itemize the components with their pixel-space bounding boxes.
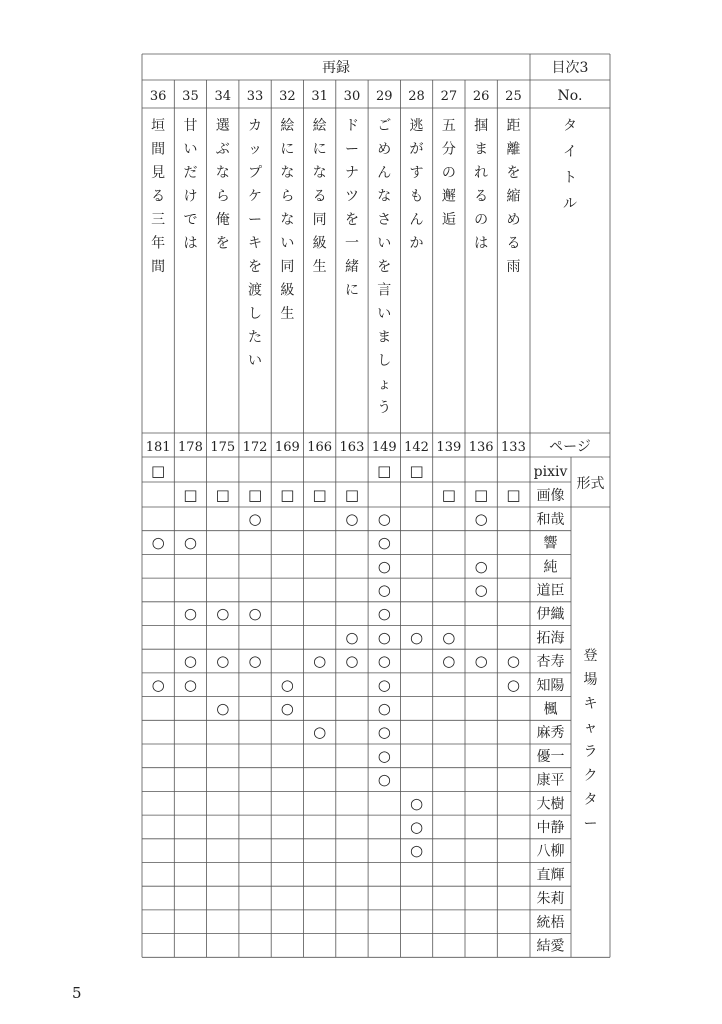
story-page: 169 bbox=[274, 440, 300, 455]
image-checkbox: □ bbox=[506, 486, 521, 504]
appearance-mark: ○ bbox=[506, 652, 520, 671]
page-number: 5 bbox=[72, 984, 82, 1002]
appearance-mark: ○ bbox=[377, 746, 391, 765]
appearance-mark: ○ bbox=[506, 675, 520, 694]
story-title: 逃がすもんか bbox=[409, 118, 424, 252]
story-title: 五分の邂逅 bbox=[441, 118, 456, 228]
story-number: 36 bbox=[149, 89, 167, 104]
character-name: 中静 bbox=[536, 819, 565, 836]
character-name: 結愛 bbox=[536, 938, 565, 955]
story-page: 166 bbox=[307, 440, 333, 455]
story-title: 選ぶなら俺を bbox=[215, 118, 230, 252]
appearance-mark: ○ bbox=[410, 841, 424, 860]
character-name: 拓海 bbox=[536, 630, 565, 647]
appearance-mark: ○ bbox=[377, 770, 391, 789]
appearance-mark: ○ bbox=[442, 628, 456, 647]
character-name: 康平 bbox=[536, 772, 565, 789]
story-title: 掴まれるのは bbox=[474, 118, 489, 252]
story-page: 175 bbox=[210, 440, 236, 455]
appearance-mark: ○ bbox=[313, 652, 327, 671]
appearance-mark: ○ bbox=[377, 580, 391, 599]
character-name: 大樹 bbox=[536, 796, 565, 813]
story-title: 距離を縮める雨 bbox=[506, 118, 521, 275]
pixiv-checkbox: □ bbox=[151, 462, 166, 480]
appearance-mark: ○ bbox=[345, 628, 359, 647]
character-name: 統梧 bbox=[536, 914, 565, 931]
appearance-mark: ○ bbox=[377, 557, 391, 576]
story-number: 25 bbox=[505, 89, 522, 104]
format-label: 形式 bbox=[576, 476, 605, 492]
pixiv-checkbox: □ bbox=[409, 462, 424, 480]
story-number: 30 bbox=[343, 89, 361, 104]
character-name: 響 bbox=[543, 535, 558, 552]
appearance-mark: ○ bbox=[377, 723, 391, 742]
story-page: 172 bbox=[242, 440, 268, 455]
story-title: 絵にならない同級生 bbox=[280, 118, 295, 322]
image-checkbox: □ bbox=[215, 486, 230, 504]
image-checkbox: □ bbox=[312, 486, 327, 504]
story-title: 絵になる同級生 bbox=[312, 118, 327, 275]
story-number: 31 bbox=[311, 89, 328, 104]
appearance-mark: ○ bbox=[377, 628, 391, 647]
appearance-mark: ○ bbox=[151, 675, 165, 694]
story-page: 181 bbox=[145, 440, 171, 455]
appearance-mark: ○ bbox=[474, 652, 488, 671]
appearance-mark: ○ bbox=[313, 723, 327, 742]
image-checkbox: □ bbox=[280, 486, 295, 504]
appearance-mark: ○ bbox=[410, 628, 424, 647]
appearance-mark: ○ bbox=[216, 604, 230, 623]
story-number: 29 bbox=[375, 89, 393, 104]
appearance-mark: ○ bbox=[183, 604, 197, 623]
story-number: 26 bbox=[472, 89, 490, 104]
story-number: 28 bbox=[408, 89, 425, 104]
story-page: 149 bbox=[371, 440, 397, 455]
character-name: 伊織 bbox=[536, 606, 565, 623]
image-checkbox: □ bbox=[474, 486, 489, 504]
story-page: 163 bbox=[339, 440, 365, 455]
story-number: 35 bbox=[182, 89, 199, 104]
appearance-mark: ○ bbox=[377, 652, 391, 671]
section-title: 再録 bbox=[322, 60, 350, 76]
image-checkbox: □ bbox=[183, 486, 198, 504]
page-label: ページ bbox=[549, 439, 591, 455]
appearance-mark: ○ bbox=[248, 509, 262, 528]
story-page: 139 bbox=[436, 440, 462, 455]
story-number: 34 bbox=[214, 89, 232, 104]
story-page: 133 bbox=[501, 440, 526, 455]
character-name: 和哉 bbox=[536, 511, 565, 528]
story-number: 27 bbox=[440, 89, 458, 104]
story-title: 垣間見る三年間 bbox=[151, 118, 166, 275]
character-name: 優一 bbox=[536, 748, 565, 765]
appearance-mark: ○ bbox=[151, 533, 165, 552]
story-title: カップケーキを渡したい bbox=[248, 118, 263, 369]
appearance-mark: ○ bbox=[345, 509, 359, 528]
story-page: 178 bbox=[178, 440, 203, 455]
appearance-mark: ○ bbox=[377, 604, 391, 623]
character-name: 杏寿 bbox=[536, 654, 565, 671]
appearance-mark: ○ bbox=[216, 652, 230, 671]
appearance-mark: ○ bbox=[474, 580, 488, 599]
appearance-mark: ○ bbox=[377, 699, 391, 718]
appearance-mark: ○ bbox=[183, 533, 197, 552]
story-number: 33 bbox=[246, 89, 264, 104]
appearance-mark: ○ bbox=[377, 675, 391, 694]
format-pixiv-label: pixiv bbox=[533, 464, 568, 480]
appearance-mark: ○ bbox=[216, 699, 230, 718]
story-page: 142 bbox=[404, 440, 429, 455]
title-label: タイトル bbox=[563, 118, 577, 212]
appearance-mark: ○ bbox=[474, 509, 488, 528]
appearance-mark: ○ bbox=[280, 699, 294, 718]
character-name: 純 bbox=[543, 559, 558, 576]
appearance-mark: ○ bbox=[377, 509, 391, 528]
format-image-label: 画像 bbox=[536, 488, 565, 504]
story-title: 甘いだけでは bbox=[183, 118, 198, 252]
character-name: 道臣 bbox=[536, 582, 565, 599]
appearance-mark: ○ bbox=[248, 652, 262, 671]
no-label: No. bbox=[557, 88, 583, 104]
appearance-mark: ○ bbox=[410, 817, 424, 836]
index-label: 目次3 bbox=[551, 60, 589, 76]
image-checkbox: □ bbox=[344, 486, 360, 504]
image-checkbox: □ bbox=[441, 486, 456, 504]
appearance-mark: ○ bbox=[280, 675, 294, 694]
story-title: ドーナツを一緒に bbox=[344, 118, 359, 299]
appearance-mark: ○ bbox=[183, 675, 197, 694]
story-number: 32 bbox=[279, 89, 296, 104]
character-name: 直輝 bbox=[536, 867, 565, 884]
appearance-mark: ○ bbox=[442, 652, 456, 671]
story-title: ごめんなさいを言いましょう bbox=[377, 118, 392, 416]
character-name: 八柳 bbox=[536, 843, 565, 860]
character-name: 知陽 bbox=[536, 677, 565, 694]
appearance-mark: ○ bbox=[474, 557, 488, 576]
character-name: 楓 bbox=[543, 701, 558, 718]
appearance-mark: ○ bbox=[345, 652, 359, 671]
appearance-mark: ○ bbox=[183, 652, 197, 671]
story-page: 136 bbox=[468, 440, 494, 455]
appearance-mark: ○ bbox=[410, 794, 424, 813]
appearance-mark: ○ bbox=[248, 604, 262, 623]
characters-label: 登場キャラクター bbox=[583, 648, 598, 832]
appearance-mark: ○ bbox=[377, 533, 391, 552]
character-name: 朱莉 bbox=[536, 891, 565, 908]
pixiv-checkbox: □ bbox=[377, 462, 392, 480]
image-checkbox: □ bbox=[247, 486, 263, 504]
character-name: 麻秀 bbox=[536, 725, 565, 742]
